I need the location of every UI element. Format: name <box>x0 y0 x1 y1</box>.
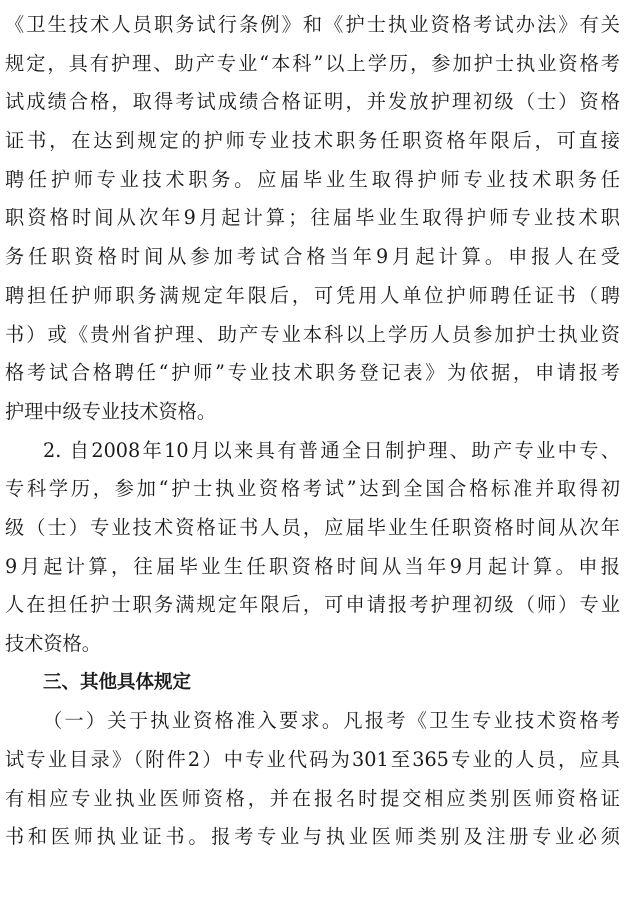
text-line: 规定，具有护理、助产专业“本科”以上学历，参加护士执业资格考 <box>5 51 620 75</box>
text-line: 职资格时间从次年9月起计算；往届毕业生取得护师专业技术职 <box>5 206 620 230</box>
text-line: 专科学历，参加“护士执业资格考试”达到全国合格标准并取得初 <box>5 477 620 501</box>
text-line: 试专业目录》（附件2）中专业代码为301至365专业的人员，应具 <box>5 748 620 772</box>
text-line: 9月起计算，往届毕业生任职资格时间从当年9月起计算。申报 <box>5 554 620 578</box>
text-line: 聘任护师专业技术职务。应届毕业生取得护师专业技术职务任 <box>5 167 620 191</box>
text-line: 聘担任护师职务满规定年限后，可凭用人单位护师聘任证书（聘 <box>5 283 620 307</box>
text-line: 务任职资格时间从参加考试合格当年9月起计算。申报人在受 <box>5 245 620 269</box>
text-line: 级（士）专业技术资格证书人员，应届毕业生任职资格时间从次年 <box>5 515 620 539</box>
text-line: 人在担任护士职务满规定年限后，可申请报考护理初级（师）专业 <box>5 593 620 617</box>
section-heading <box>5 664 620 703</box>
text-line: 书）或《贵州省护理、助产专业本科以上学历人员参加护士执业资 <box>5 322 620 346</box>
text-line: 护理中级专业技术资格。 <box>5 399 217 423</box>
text-line: （一）关于执业资格准入要求。凡报考《卫生专业技术资格考 <box>43 709 620 733</box>
paragraph-practice-qualification <box>5 702 620 857</box>
text-line: 书和医师执业证书。报考专业与执业医师类别及注册专业必须 <box>5 825 620 849</box>
paragraph-item-2 <box>5 432 620 664</box>
paragraph-nursing-bachelor <box>5 6 620 432</box>
text-line: 证书，在达到规定的护师专业技术职务任职资格年限后，可直接 <box>5 129 620 153</box>
section-heading-text: 三、其他具体规定 <box>43 671 192 693</box>
text-line: 2. 自2008年10月以来具有普通全日制护理、助产专业中专、 <box>43 438 620 462</box>
text-line: 有相应专业执业医师资格，并在报名时提交相应类别医师资格证 <box>5 786 620 810</box>
text-line: 格考试合格聘任“护师”专业技术职务登记表》为依据，申请报考 <box>5 361 620 385</box>
text-line: 《卫生技术人员职务试行条例》和《护士执业资格考试办法》有关 <box>5 13 620 36</box>
text-line: 试成绩合格，取得考试成绩合格证明，并发放护理初级（士）资格 <box>5 90 620 114</box>
text-line: 技术资格。 <box>5 632 101 655</box>
